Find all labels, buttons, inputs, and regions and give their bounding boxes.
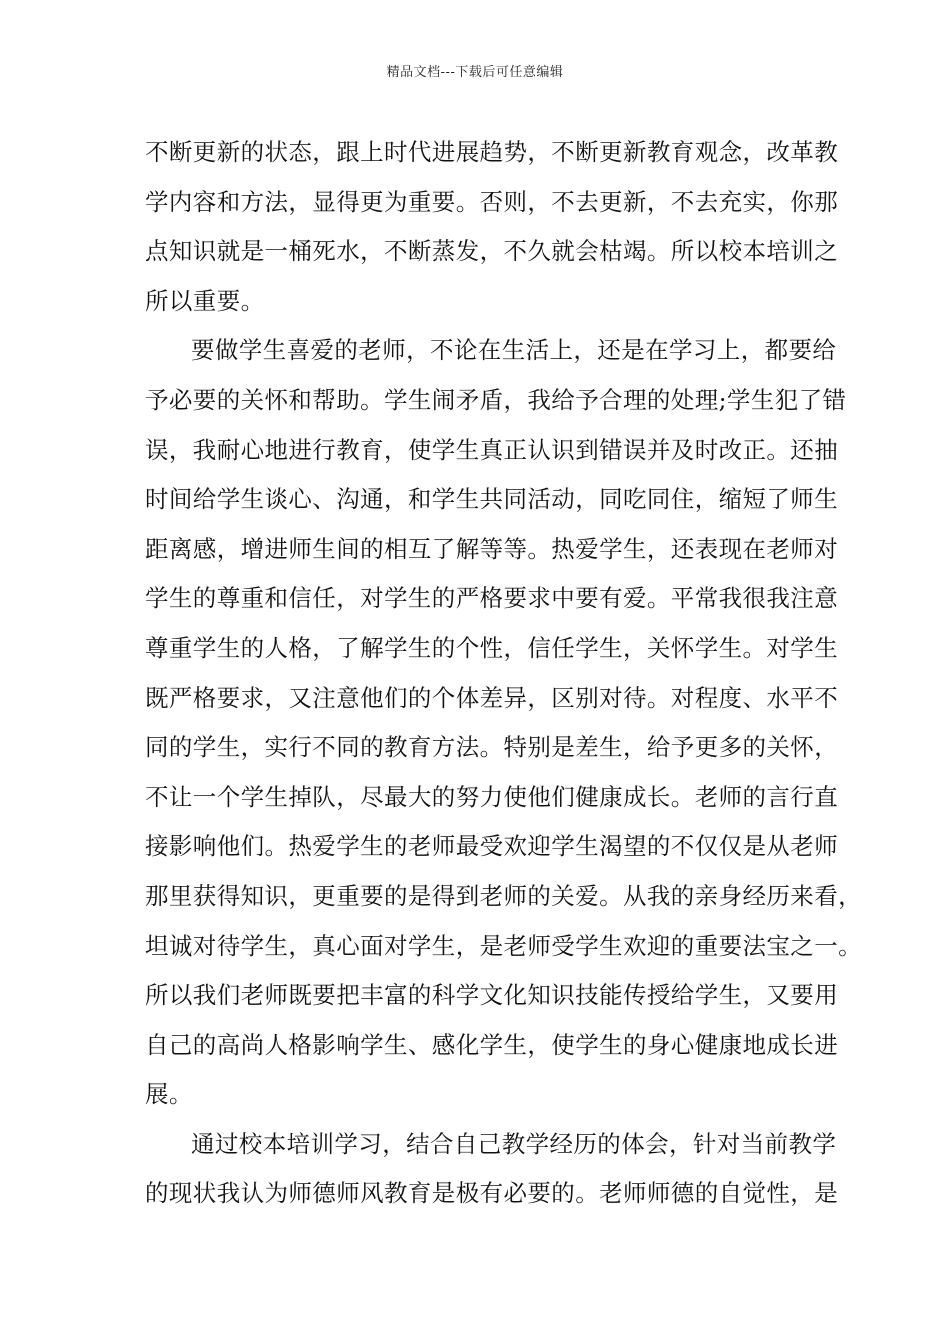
text-line: 误，我耐心地进行教育，使学生真正认识到错误并及时改正。还抽 (145, 435, 839, 464)
text-line: 不断更新的状态，跟上时代进展趋势，不断更新教育观念，改革教 (145, 138, 839, 166)
text-line: 予必要的关怀和帮助。学生闹矛盾，我给予合理的处理;学生犯了错 (145, 385, 847, 414)
paragraph-first-line: 要做学生喜爱的老师，不论在生活上，还是在学习上，都要给 (191, 336, 837, 365)
text-line: 所以我们老师既要把丰富的科学文化知识技能传授给学生，又要用 (145, 981, 839, 1010)
text-line: 的现状我认为师德师风教育是极有必要的。老师师德的自觉性，是 (145, 1179, 839, 1208)
text-line: 坦诚对待学生，真心面对学生，是老师受学生欢迎的重要法宝之一。 (145, 931, 862, 960)
text-line: 点知识就是一桶死水，不断蒸发，不久就会枯竭。所以校本培训之 (145, 237, 839, 266)
text-line: 所以重要。 (145, 286, 265, 315)
text-line: 不让一个学生掉队，尽最大的努力使他们健康成长。老师的言行直 (145, 782, 839, 811)
text-line: 同的学生，实行不同的教育方法。特别是差生，给予更多的关怀， (145, 733, 839, 762)
page-header: 精品文档---下载后可任意编辑 (386, 65, 564, 80)
text-line: 那里获得知识，更重要的是得到老师的关爱。从我的亲身经历来看， (145, 881, 862, 910)
text-line: 接影响他们。热爱学生的老师最受欢迎学生渴望的不仅仅是从老师 (145, 832, 839, 861)
text-line: 学内容和方法，显得更为重要。否则，不去更新，不去充实，你那 (145, 187, 839, 216)
body-text (145, 128, 862, 1219)
paragraph-first-line: 通过校本培训学习，结合自己教学经历的体会，针对当前教学 (191, 1129, 837, 1158)
text-line: 既严格要求，又注意他们的个体差异，区别对待。对程度、水平不 (145, 683, 839, 712)
text-line: 自己的高尚人格影响学生、感化学生，使学生的身心健康地成长进 (145, 1030, 839, 1059)
text-line: 时间给学生谈心、沟通，和学生共同活动，同吃同住，缩短了师生 (145, 485, 839, 514)
text-line: 展。 (145, 1080, 193, 1109)
text-line: 距离感，增进师生间的相互了解等等。热爱学生，还表现在老师对 (145, 534, 839, 563)
text-line: 学生的尊重和信任，对学生的严格要求中要有爱。平常我很我注意 (145, 584, 839, 613)
text-line: 尊重学生的人格，了解学生的个性，信任学生，关怀学生。对学生 (145, 633, 839, 662)
